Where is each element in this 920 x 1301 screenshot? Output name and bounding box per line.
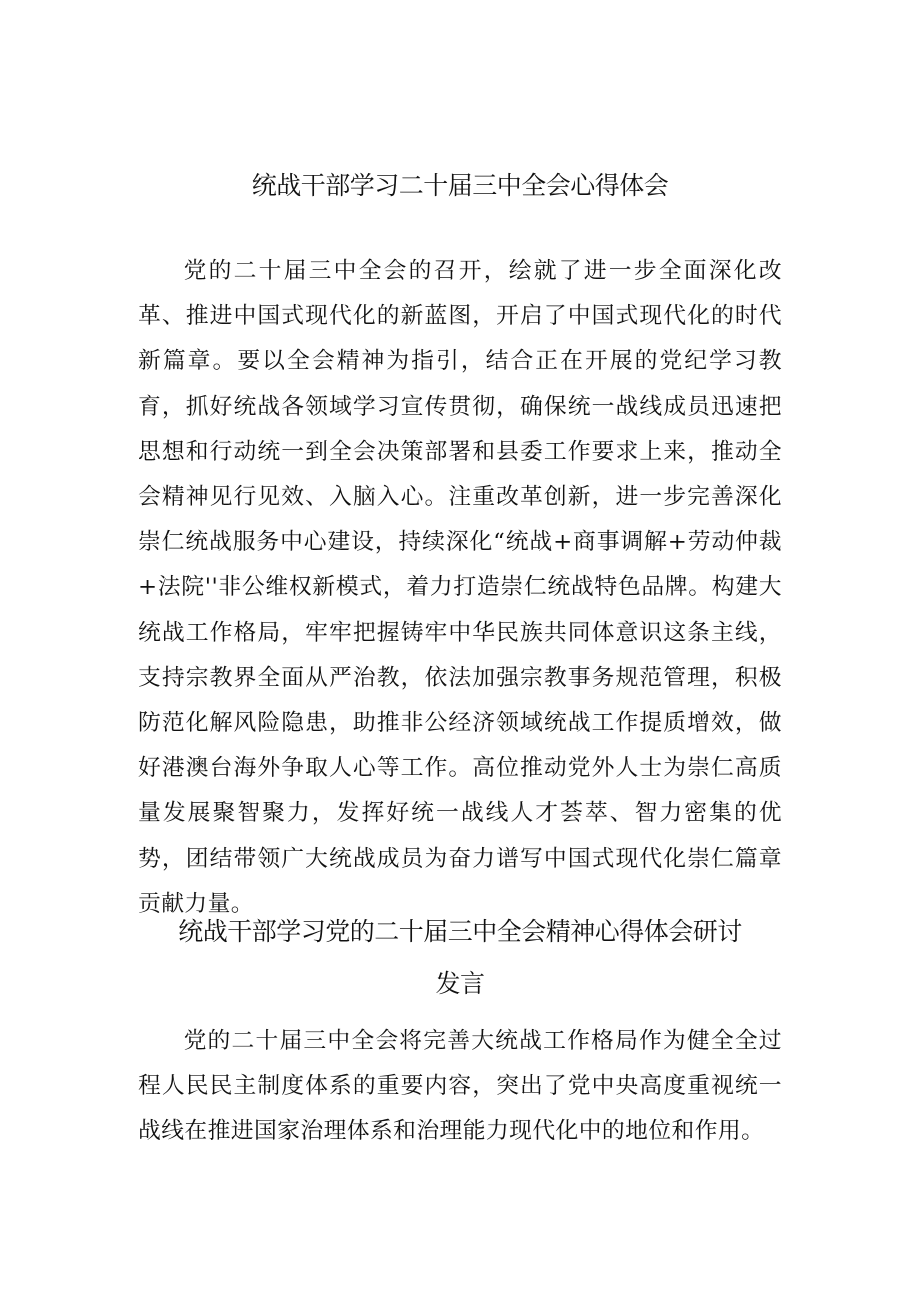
section-1-paragraph: 党的二十届三中全会的召开，绘就了进一步全面深化改革、推进中国式现代化的新蓝图，开启了中国式现代化的时代新篇章。要以全会精神为指引，结合正在开展的党纪学习教育，抓好统战各领域学习宣传贯彻，确保统一战线成员迅速把思想和行动统一到全会决策部署和县委工作要求上来，推动全会精神见行见效、入脑入心。注重改革创新，进一步完善深化崇仁统战服务中心建设，持续深化“统战+商事调解+劳动仲裁+法院''非公维权新模式，着力打造崇仁统战特色品牌。构建大统战工作格局，牢牢把握铸牢中华民族共同体意识这条主线，支持宗教界全面从严治教，依法加强宗教事务规范管理，积极防范化解风险隐患，助推非公经济领域统战工作提质增效，做好港澳台海外争取人心等工作。高位推动党外人士为崇仁高质量发展聚智聚力，发挥好统一战线人才荟萃、智力密集的优势，团结带领广大统战成员为奋力谱写中国式现代化崇仁篇章贡献力量。 [138, 258, 782, 917]
section-2-paragraph: 党的二十届三中全会将完善大统战工作格局作为健全全过程人民民主制度体系的重要内容，突出了党中央高度重视统一战线在推进国家治理体系和治理能力现代化中的地位和作用。 [138, 1028, 782, 1145]
section-2-title-line-1: 统战干部学习党的二十届三中全会精神心得体会研讨 [178, 917, 742, 946]
section-2-title-line-2: 发言 [435, 969, 485, 998]
section-2-title [140, 906, 780, 1010]
section-1-title: 统战干部学习二十届三中全会心得体会 [251, 171, 669, 200]
